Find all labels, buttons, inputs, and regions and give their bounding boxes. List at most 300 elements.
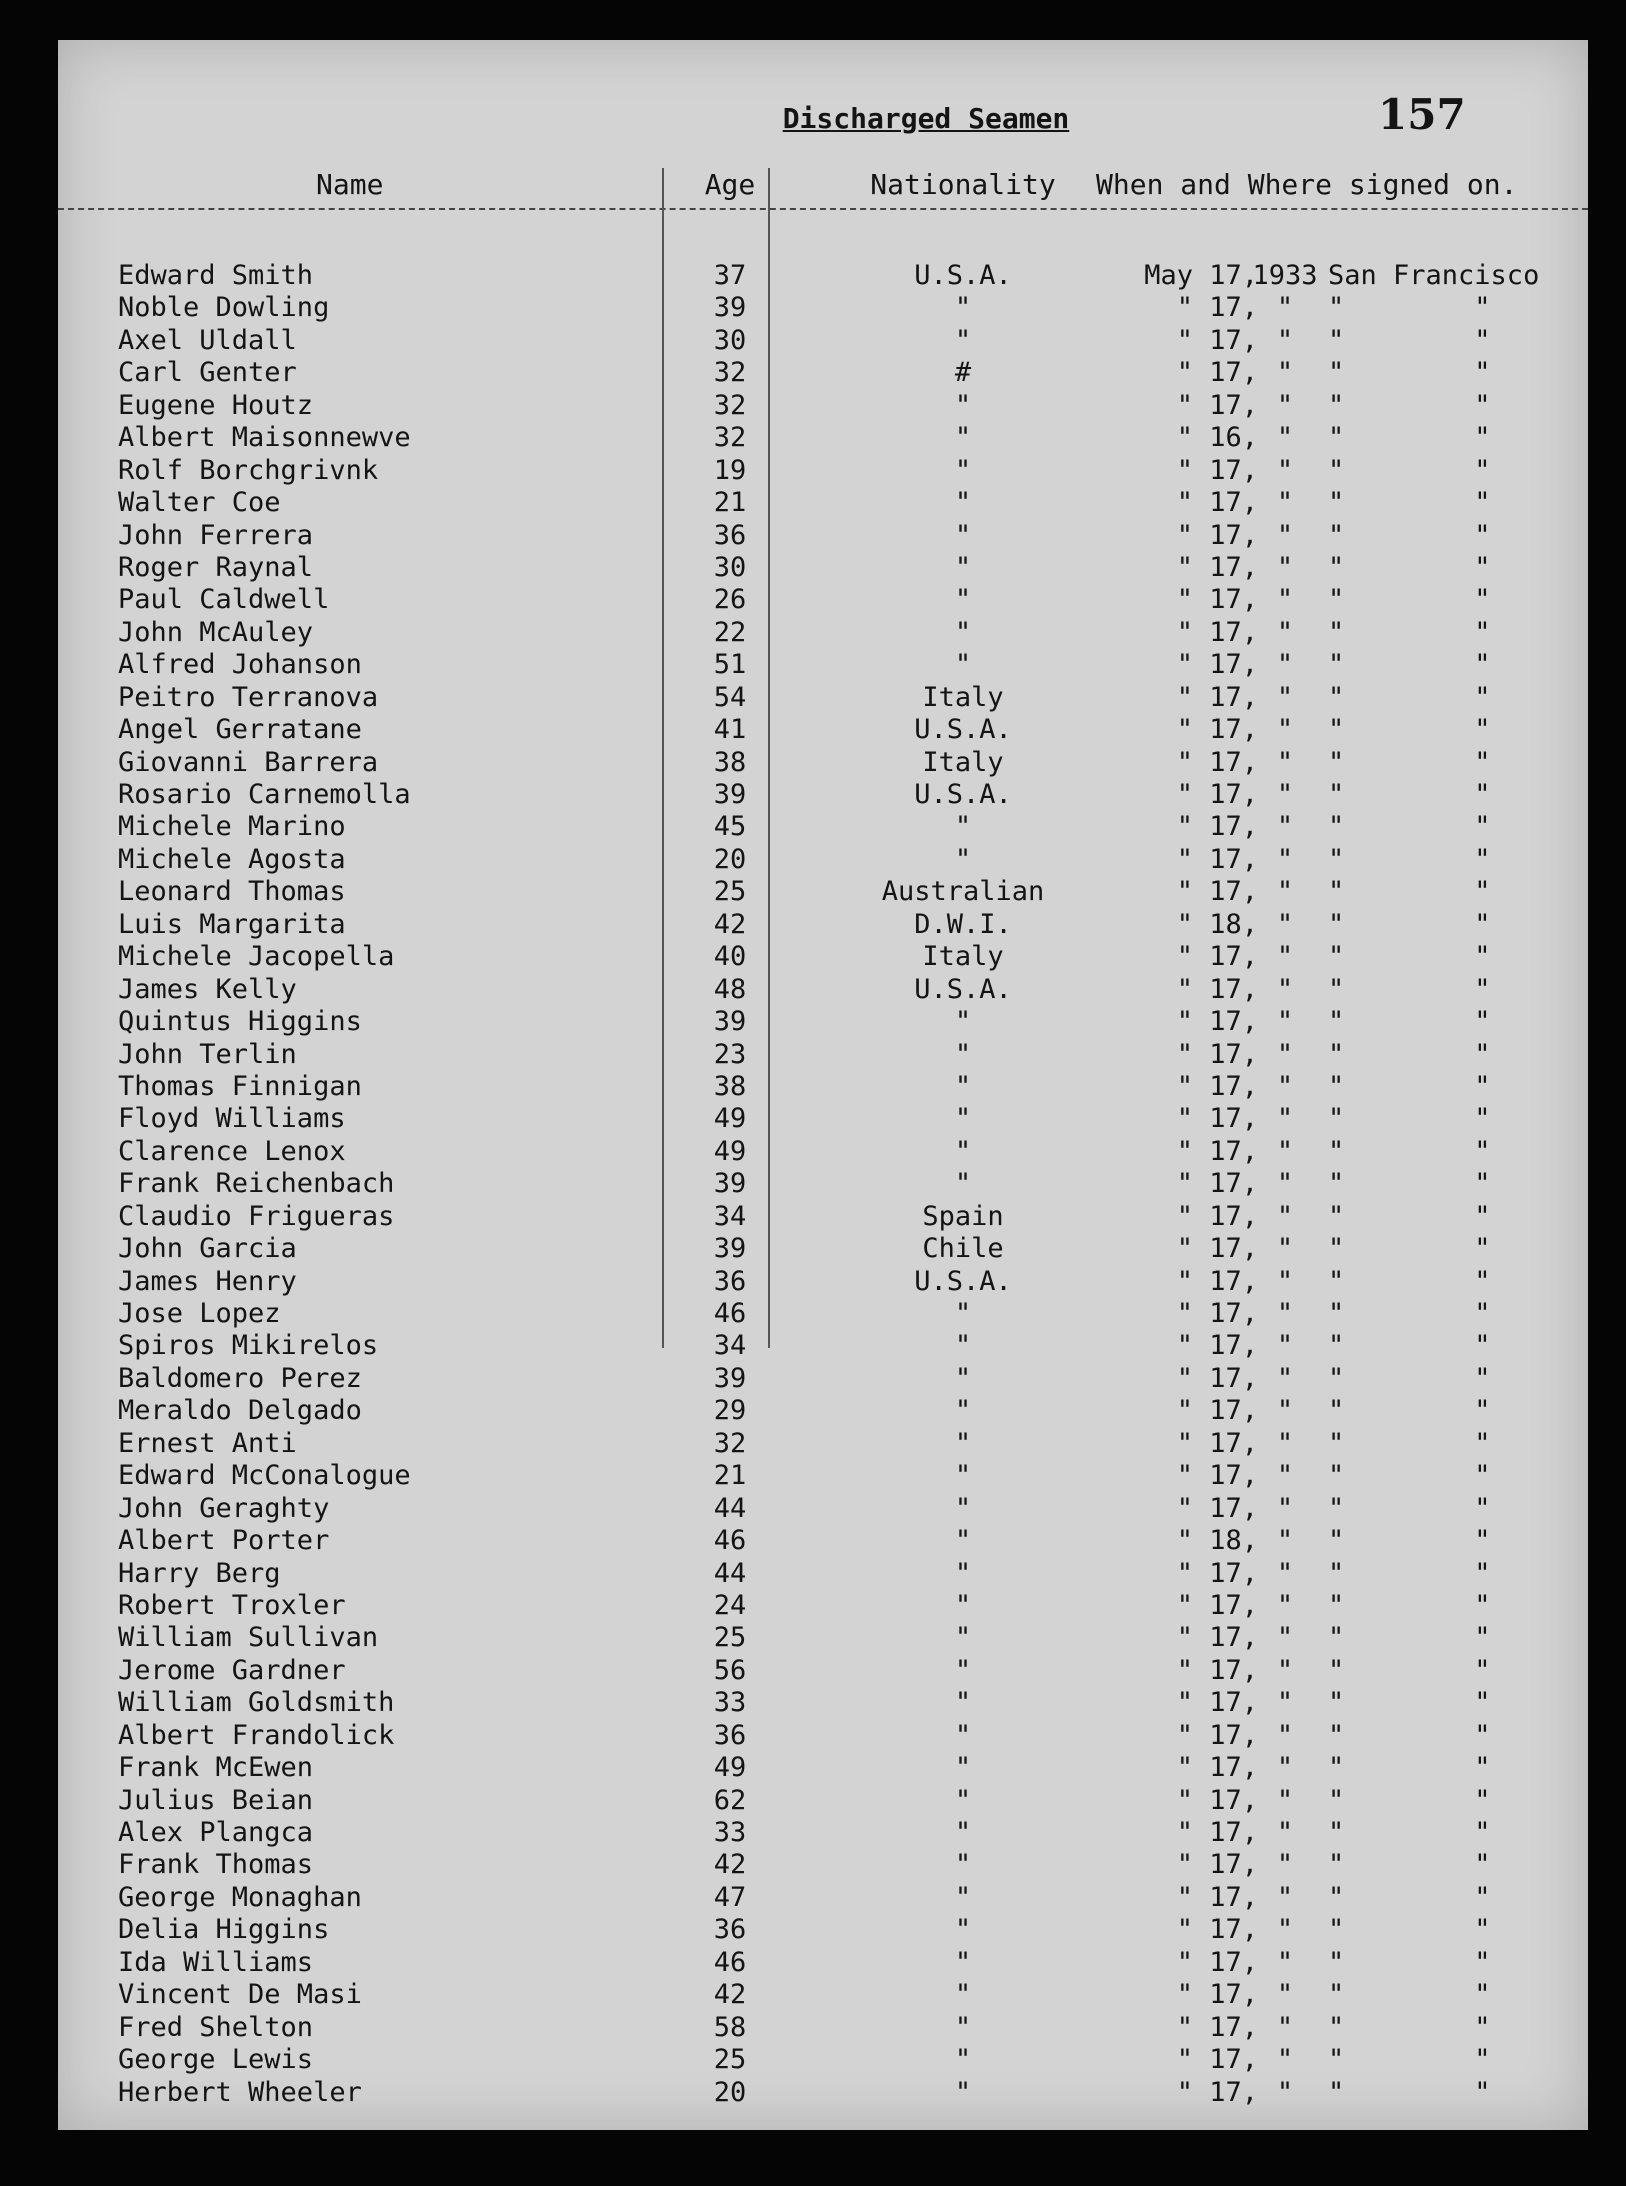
seaman-nationality: " [954, 487, 972, 519]
seaman-nationality: " [954, 1946, 972, 1978]
seaman-nationality: " [954, 1460, 972, 1492]
signed-on-date: May 17, [1144, 260, 1258, 291]
seaman-nationality: U.S.A. [914, 973, 1012, 1005]
seaman-name: Ernest Anti [118, 1427, 297, 1459]
seaman-name: Vincent De Masi [118, 1979, 362, 2011]
seaman-name: Fred Shelton [118, 2011, 314, 2043]
table-row [58, 357, 1588, 389]
seaman-nationality: " [954, 1914, 972, 1946]
seaman-age: 20 [713, 2076, 747, 2108]
table-row [58, 1071, 1588, 1103]
signed-on-port: " " [1328, 1460, 1491, 1492]
signed-on-year: " [1276, 1200, 1294, 1232]
seamen-table [58, 260, 1588, 2109]
table-row [58, 1914, 1588, 1946]
seaman-name: Carl Genter [118, 357, 297, 389]
table-row [58, 974, 1588, 1006]
seaman-nationality: " [954, 422, 972, 454]
seaman-age: 39 [713, 1233, 747, 1265]
seaman-nationality: " [954, 1752, 972, 1784]
signed-on-year: " [1276, 941, 1294, 973]
signed-on-port: " " [1328, 2011, 1491, 2043]
signed-on-date: " 17, [1176, 876, 1258, 908]
seaman-age: 19 [713, 454, 747, 486]
seaman-nationality: U.S.A. [914, 260, 1012, 291]
seaman-name: Michele Agosta [118, 843, 346, 875]
seaman-nationality: U.S.A. [914, 779, 1012, 810]
table-row [58, 1039, 1588, 1071]
signed-on-port: " " [1328, 2076, 1491, 2108]
seaman-name: Jose Lopez [118, 1298, 281, 1329]
signed-on-year: " [1276, 454, 1294, 486]
signed-on-date: " 17, [1176, 324, 1258, 356]
signed-on-port: " " [1328, 1979, 1491, 2011]
signed-on-year: " [1276, 616, 1294, 648]
table-row [58, 617, 1588, 649]
signed-on-date: " 17, [1176, 2076, 1258, 2108]
seaman-nationality: " [954, 1979, 972, 2011]
seaman-name: Edward Smith [118, 260, 314, 291]
table-row [58, 1785, 1588, 1817]
signed-on-port: " " [1328, 1038, 1491, 1070]
table-row [58, 2044, 1588, 2076]
seaman-age: 36 [713, 1719, 747, 1751]
seaman-name: James Henry [118, 1265, 297, 1297]
signed-on-year: " [1276, 357, 1294, 389]
signed-on-year: " [1276, 389, 1294, 421]
seaman-nationality: " [954, 1395, 972, 1427]
signed-on-date: " 17, [1176, 1881, 1258, 1913]
signed-on-year: " [1276, 2044, 1294, 2076]
table-row [58, 1590, 1588, 1622]
signed-on-year: " [1276, 1492, 1294, 1524]
signed-on-date: " 17, [1176, 1914, 1258, 1946]
signed-on-date: " 17, [1176, 1330, 1258, 1362]
signed-on-date: " 17, [1176, 1849, 1258, 1881]
signed-on-port: " " [1328, 1914, 1491, 1946]
header-rule [58, 208, 1588, 210]
signed-on-date: " 17, [1176, 714, 1258, 746]
signed-on-port: " " [1328, 1395, 1491, 1427]
signed-on-port: " " [1328, 389, 1491, 421]
signed-on-port: " " [1328, 1622, 1491, 1654]
signed-on-year: " [1276, 1460, 1294, 1492]
seaman-nationality: # [954, 357, 972, 389]
signed-on-date: " 17, [1176, 1038, 1258, 1070]
seaman-nationality: " [954, 1362, 972, 1394]
signed-on-port: " " [1328, 1427, 1491, 1459]
signed-on-date: " 17, [1176, 779, 1258, 810]
signed-on-year: " [1276, 422, 1294, 454]
signed-on-year: " [1276, 1265, 1294, 1297]
signed-on-date: " 17, [1176, 1784, 1258, 1816]
signed-on-date: " 17, [1176, 1006, 1258, 1038]
seaman-age: 30 [713, 551, 747, 583]
table-row [58, 390, 1588, 422]
table-row [58, 714, 1588, 746]
signed-on-date: " 17, [1176, 1654, 1258, 1686]
seaman-age: 41 [713, 714, 747, 746]
seaman-age: 44 [713, 1557, 747, 1589]
table-row [58, 1849, 1588, 1881]
seaman-nationality: " [954, 584, 972, 616]
signed-on-year: " [1276, 2011, 1294, 2043]
table-row [58, 811, 1588, 843]
table-row [58, 909, 1588, 941]
signed-on-date: " 17, [1176, 746, 1258, 778]
seaman-name: Albert Frandolick [118, 1719, 395, 1751]
seaman-nationality: " [954, 843, 972, 875]
table-row [58, 779, 1588, 811]
signed-on-year: " [1276, 1687, 1294, 1719]
seaman-age: 22 [713, 616, 747, 648]
signed-on-port: " " [1328, 1168, 1491, 1200]
seaman-age: 42 [713, 908, 747, 940]
column-header-name: Name [316, 168, 384, 201]
table-row [58, 1882, 1588, 1914]
signed-on-date: " 17, [1176, 1979, 1258, 2011]
signed-on-date: " 17, [1176, 1817, 1258, 1848]
signed-on-year: " [1276, 1784, 1294, 1816]
signed-on-year: " [1276, 746, 1294, 778]
seaman-nationality: " [954, 551, 972, 583]
signed-on-year: " [1276, 1070, 1294, 1102]
signed-on-port: " " [1328, 357, 1491, 389]
signed-on-date: " 17, [1176, 487, 1258, 519]
signed-on-port: " " [1328, 1687, 1491, 1719]
signed-on-port: " " [1328, 2044, 1491, 2076]
signed-on-port: " " [1328, 1330, 1491, 1362]
signed-on-date: " 17, [1176, 843, 1258, 875]
seaman-name: Albert Porter [118, 1525, 330, 1557]
seaman-name: Floyd Williams [118, 1103, 346, 1135]
signed-on-port: " " [1328, 1654, 1491, 1686]
signed-on-date: " 18, [1176, 908, 1258, 940]
signed-on-date: " 17, [1176, 616, 1258, 648]
table-row [58, 1395, 1588, 1427]
seaman-age: 42 [713, 1979, 747, 2011]
seaman-nationality: " [954, 1330, 972, 1362]
seaman-name: Jerome Gardner [118, 1654, 346, 1686]
signed-on-date: " 17, [1176, 1589, 1258, 1621]
seaman-nationality: " [954, 1622, 972, 1654]
signed-on-year: " [1276, 551, 1294, 583]
seaman-age: 46 [713, 1946, 747, 1978]
seaman-nationality: " [954, 1589, 972, 1621]
signed-on-port: " " [1328, 551, 1491, 583]
seaman-age: 45 [713, 811, 747, 843]
seaman-age: 62 [713, 1784, 747, 1816]
seaman-nationality: " [954, 1881, 972, 1913]
signed-on-date: " 17, [1176, 1622, 1258, 1654]
signed-on-date: " 17, [1176, 941, 1258, 973]
seaman-name: John McAuley [118, 616, 314, 648]
seaman-age: 38 [713, 1070, 747, 1102]
signed-on-date: " 16, [1176, 422, 1258, 454]
seaman-name: Thomas Finnigan [118, 1070, 362, 1102]
seaman-age: 36 [713, 1265, 747, 1297]
signed-on-date: " 17, [1176, 2044, 1258, 2076]
signed-on-year: " [1276, 487, 1294, 519]
table-row [58, 1460, 1588, 1492]
table-row [58, 2012, 1588, 2044]
signed-on-year: " [1276, 1103, 1294, 1135]
signed-on-year: " [1276, 1654, 1294, 1686]
signed-on-year: " [1276, 1849, 1294, 1881]
signed-on-year: 1933 [1252, 260, 1318, 291]
seaman-age: 29 [713, 1395, 747, 1427]
column-header-age: Age [704, 168, 756, 201]
table-row [58, 1979, 1588, 2011]
signed-on-date: " 17, [1176, 1395, 1258, 1427]
signed-on-port: " " [1328, 714, 1491, 746]
seaman-age: 48 [713, 973, 747, 1005]
seaman-age: 39 [713, 779, 747, 810]
signed-on-year: " [1276, 1362, 1294, 1394]
signed-on-year: " [1276, 1525, 1294, 1557]
signed-on-year: " [1276, 1006, 1294, 1038]
seaman-name: Clarence Lenox [118, 1135, 346, 1167]
seaman-nationality: " [954, 1103, 972, 1135]
seaman-nationality: Italy [922, 941, 1004, 973]
signed-on-date: " 17, [1176, 649, 1258, 681]
signed-on-date: " 17, [1176, 1460, 1258, 1492]
seaman-nationality: Italy [922, 681, 1004, 713]
signed-on-year: " [1276, 1330, 1294, 1362]
seaman-name: Walter Coe [118, 487, 281, 519]
seaman-name: Alfred Johanson [118, 649, 362, 681]
signed-on-port: " " [1328, 1589, 1491, 1621]
signed-on-year: " [1276, 519, 1294, 551]
signed-on-year: " [1276, 1298, 1294, 1329]
seaman-age: 36 [713, 519, 747, 551]
signed-on-date: " 17, [1176, 1492, 1258, 1524]
seaman-age: 49 [713, 1103, 747, 1135]
table-row [58, 2077, 1588, 2109]
table-row [58, 422, 1588, 454]
signed-on-date: " 17, [1176, 1946, 1258, 1978]
signed-on-date: " 17, [1176, 2011, 1258, 2043]
seaman-name: John Ferrera [118, 519, 314, 551]
signed-on-port: " " [1328, 746, 1491, 778]
seaman-age: 39 [713, 1168, 747, 1200]
signed-on-date: " 17, [1176, 1298, 1258, 1329]
column-header-nationality: Nationality [870, 168, 1056, 201]
signed-on-date: " 17, [1176, 292, 1258, 324]
seaman-nationality: U.S.A. [914, 1265, 1012, 1297]
signed-on-port: " " [1328, 1557, 1491, 1589]
seaman-age: 51 [713, 649, 747, 681]
seaman-age: 24 [713, 1589, 747, 1621]
seaman-age: 23 [713, 1038, 747, 1070]
seaman-name: Luis Margarita [118, 908, 346, 940]
table-row [58, 1493, 1588, 1525]
seaman-nationality: " [954, 616, 972, 648]
seaman-age: 54 [713, 681, 747, 713]
seaman-age: 40 [713, 941, 747, 973]
table-row [58, 292, 1588, 324]
signed-on-port: " " [1328, 941, 1491, 973]
table-row [58, 1006, 1588, 1038]
seaman-nationality: " [954, 1038, 972, 1070]
seaman-name: Angel Gerratane [118, 714, 362, 746]
signed-on-year: " [1276, 843, 1294, 875]
seaman-nationality: " [954, 1168, 972, 1200]
table-row [58, 260, 1588, 292]
signed-on-year: " [1276, 1752, 1294, 1784]
signed-on-date: " 18, [1176, 1525, 1258, 1557]
seaman-name: George Lewis [118, 2044, 314, 2076]
table-row [58, 1720, 1588, 1752]
signed-on-port: " " [1328, 779, 1491, 810]
seaman-name: Rolf Borchgrivnk [118, 454, 379, 486]
signed-on-date: " 17, [1176, 551, 1258, 583]
seaman-name: Paul Caldwell [118, 584, 330, 616]
seaman-name: Edward McConalogue [118, 1460, 411, 1492]
signed-on-port: " " [1328, 1849, 1491, 1881]
seaman-age: 32 [713, 422, 747, 454]
seaman-name: Claudio Frigueras [118, 1200, 395, 1232]
table-row [58, 520, 1588, 552]
seaman-nationality: " [954, 1849, 972, 1881]
table-row [58, 1233, 1588, 1265]
seaman-age: 26 [713, 584, 747, 616]
signed-on-year: " [1276, 681, 1294, 713]
seaman-name: Peitro Terranova [118, 681, 379, 713]
seaman-name: Axel Uldall [118, 324, 297, 356]
signed-on-port: " " [1328, 422, 1491, 454]
table-row [58, 1330, 1588, 1362]
table-row [58, 876, 1588, 908]
signed-on-year: " [1276, 1622, 1294, 1654]
signed-on-date: " 17, [1176, 584, 1258, 616]
table-row [58, 1363, 1588, 1395]
seaman-nationality: " [954, 1298, 972, 1329]
signed-on-year: " [1276, 324, 1294, 356]
signed-on-year: " [1276, 292, 1294, 324]
signed-on-port: " " [1328, 1200, 1491, 1232]
seaman-name: Michele Marino [118, 811, 346, 843]
signed-on-port: " " [1328, 1006, 1491, 1038]
signed-on-year: " [1276, 1557, 1294, 1589]
seaman-nationality: D.W.I. [914, 908, 1012, 940]
signed-on-date: " 17, [1176, 681, 1258, 713]
signed-on-year: " [1276, 1719, 1294, 1751]
seaman-age: 25 [713, 2044, 747, 2076]
seaman-age: 30 [713, 324, 747, 356]
table-row [58, 682, 1588, 714]
seaman-name: Michele Jacopella [118, 941, 395, 973]
signed-on-port: " " [1328, 1817, 1491, 1848]
signed-on-port: " " [1328, 681, 1491, 713]
signed-on-date: " 17, [1176, 973, 1258, 1005]
signed-on-port: San Francisco [1328, 260, 1540, 291]
seaman-age: 32 [713, 389, 747, 421]
seaman-name: Frank Thomas [118, 1849, 314, 1881]
signed-on-port: " " [1328, 973, 1491, 1005]
seaman-age: 37 [713, 260, 747, 291]
seaman-name: Alex Plangca [118, 1817, 314, 1848]
signed-on-year: " [1276, 1395, 1294, 1427]
seaman-nationality: " [954, 519, 972, 551]
seaman-nationality: " [954, 1557, 972, 1589]
signed-on-year: " [1276, 1979, 1294, 2011]
seaman-age: 38 [713, 746, 747, 778]
signed-on-year: " [1276, 1589, 1294, 1621]
signed-on-port: " " [1328, 584, 1491, 616]
seaman-nationality: " [954, 1784, 972, 1816]
table-row [58, 844, 1588, 876]
signed-on-date: " 17, [1176, 1103, 1258, 1135]
signed-on-date: " 17, [1176, 357, 1258, 389]
table-row [58, 1558, 1588, 1590]
signed-on-port: " " [1328, 843, 1491, 875]
seaman-nationality: " [954, 1525, 972, 1557]
signed-on-year: " [1276, 1817, 1294, 1848]
table-row [58, 584, 1588, 616]
seaman-name: Roger Raynal [118, 551, 314, 583]
seaman-age: 46 [713, 1298, 747, 1329]
seaman-age: 21 [713, 1460, 747, 1492]
signed-on-year: " [1276, 1881, 1294, 1913]
seaman-name: Meraldo Delgado [118, 1395, 362, 1427]
signed-on-port: " " [1328, 519, 1491, 551]
seaman-nationality: " [954, 1687, 972, 1719]
signed-on-year: " [1276, 1168, 1294, 1200]
seaman-name: Rosario Carnemolla [118, 779, 411, 810]
table-row [58, 552, 1588, 584]
signed-on-port: " " [1328, 324, 1491, 356]
seaman-nationality: " [954, 1427, 972, 1459]
seaman-nationality: " [954, 2076, 972, 2108]
table-row [58, 1266, 1588, 1298]
seaman-name: Albert Maisonnewve [118, 422, 411, 454]
seaman-name: William Goldsmith [118, 1687, 395, 1719]
signed-on-port: " " [1328, 1070, 1491, 1102]
seaman-age: 39 [713, 292, 747, 324]
signed-on-port: " " [1328, 649, 1491, 681]
seaman-nationality: Spain [922, 1200, 1004, 1232]
table-row [58, 1622, 1588, 1654]
seaman-nationality: " [954, 1719, 972, 1751]
seaman-age: 25 [713, 1622, 747, 1654]
seaman-name: Frank Reichenbach [118, 1168, 395, 1200]
seaman-nationality: Chile [922, 1233, 1004, 1265]
seaman-name: Noble Dowling [118, 292, 330, 324]
signed-on-year: " [1276, 908, 1294, 940]
table-row [58, 1817, 1588, 1849]
table-row [58, 487, 1588, 519]
table-row [58, 747, 1588, 779]
signed-on-date: " 17, [1176, 1070, 1258, 1102]
table-row [58, 1525, 1588, 1557]
signed-on-year: " [1276, 714, 1294, 746]
seaman-nationality: " [954, 324, 972, 356]
signed-on-year: " [1276, 876, 1294, 908]
signed-on-port: " " [1328, 1492, 1491, 1524]
signed-on-year: " [1276, 973, 1294, 1005]
table-row [58, 1168, 1588, 1200]
signed-on-port: " " [1328, 1525, 1491, 1557]
signed-on-port: " " [1328, 1135, 1491, 1167]
seaman-name: Ida Williams [118, 1946, 314, 1978]
signed-on-date: " 17, [1176, 1752, 1258, 1784]
page-number: 157 [1378, 90, 1466, 139]
seaman-name: Harry Berg [118, 1557, 281, 1589]
table-row [58, 1136, 1588, 1168]
table-row [58, 941, 1588, 973]
signed-on-date: " 17, [1176, 1557, 1258, 1589]
